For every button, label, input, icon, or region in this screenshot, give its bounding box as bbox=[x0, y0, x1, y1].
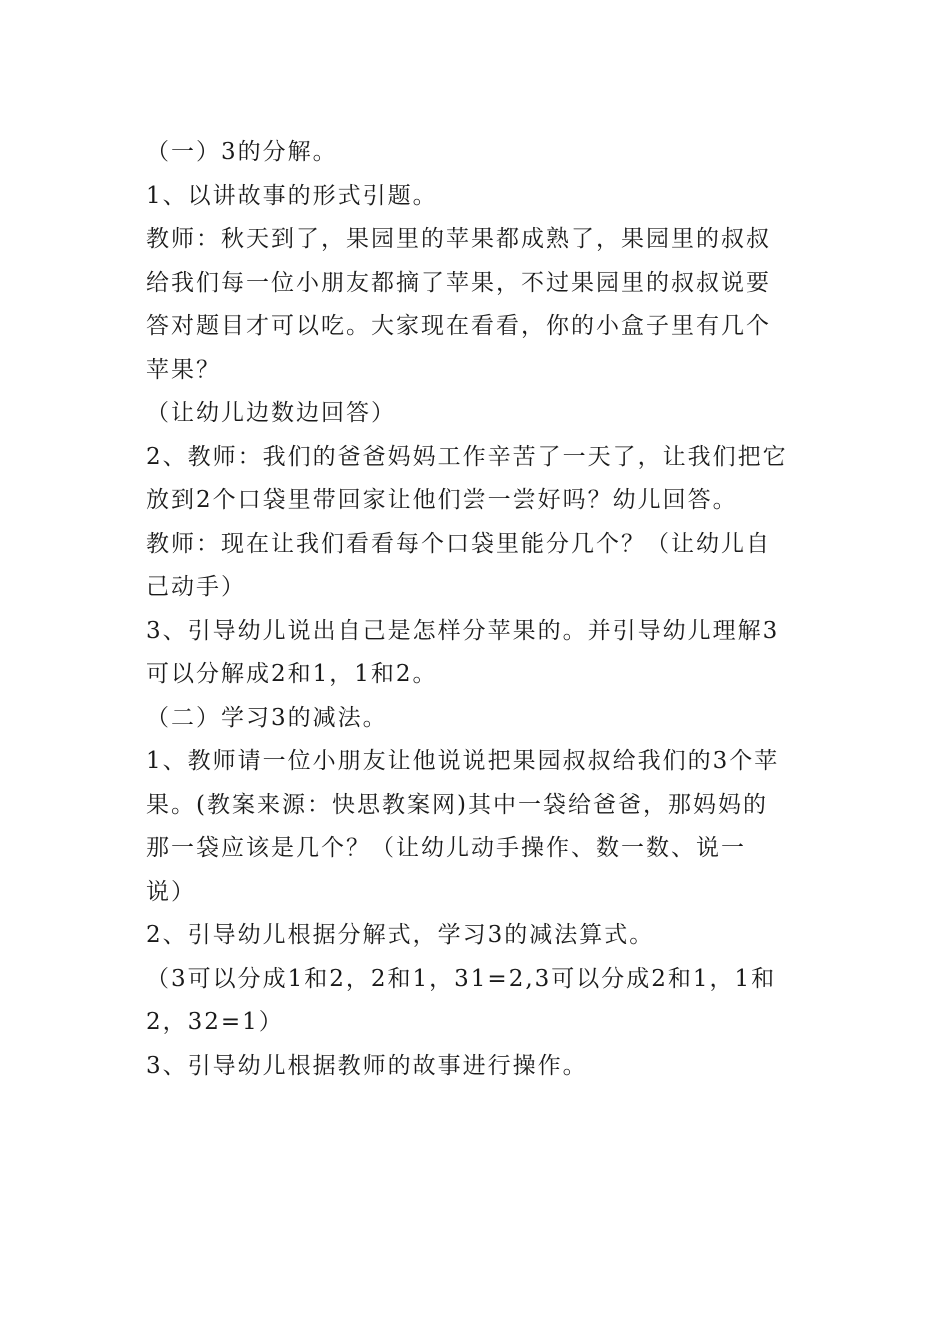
subtraction-step-1-line-1: 1、教师请一位小朋友让他说说把果园叔叔给我们的3个苹 bbox=[146, 748, 780, 774]
teacher-question-line-1: 教师：现在让我们看看每个口袋里能分几个？（让幼儿自 bbox=[146, 530, 771, 557]
subtraction-step-1-line-3: 那一袋应该是几个？（让幼儿动手操作、数一数、说一 bbox=[146, 835, 746, 861]
document-body bbox=[146, 131, 806, 1088]
section-heading-decomposition: （一）3的分解。 bbox=[146, 139, 338, 165]
teacher-line-4: 苹果？ bbox=[146, 356, 221, 383]
teacher-line-3: 答对题目才可以吃。大家现在看看，你的小盒子里有几个 bbox=[146, 313, 771, 339]
step-1-intro: 1、以讲故事的形式引题。 bbox=[146, 182, 438, 209]
formula-line-2: 2，32=1） bbox=[146, 1009, 284, 1035]
section-heading-subtraction: （二）学习3的减法。 bbox=[146, 704, 388, 731]
teacher-line-1: 教师：秋天到了，果园里的苹果都成熟了，果园里的叔叔 bbox=[146, 226, 771, 252]
step-3-line-2: 可以分解成2和1，1和2。 bbox=[146, 661, 438, 687]
subtraction-step-1-line-2: 果。(教案来源：快思教案网)其中一袋给爸爸，那妈妈的 bbox=[146, 791, 768, 818]
teacher-line-2: 给我们每一位小朋友都摘了苹果，不过果园里的叔叔说要 bbox=[146, 269, 771, 296]
subtraction-step-3: 3、引导幼儿根据教师的故事进行操作。 bbox=[146, 1052, 588, 1079]
step-2-line-1: 2、教师：我们的爸爸妈妈工作辛苦了一天了，让我们把它 bbox=[146, 443, 788, 470]
formula-line-1: （3可以分成1和2，2和1，31=2,3可以分成2和1，1和 bbox=[146, 965, 777, 992]
step-3-line-1: 3、引导幼儿说出自己是怎样分苹果的。并引导幼儿理解3 bbox=[146, 617, 780, 644]
subtraction-step-1-line-4: 说） bbox=[146, 878, 196, 905]
subtraction-step-2: 2、引导幼儿根据分解式，学习3的减法算式。 bbox=[146, 922, 655, 948]
instruction-note-1: （让幼儿边数边回答） bbox=[146, 400, 396, 426]
teacher-question-line-2: 己动手） bbox=[146, 574, 246, 600]
step-2-line-2: 放到2个口袋里带回家让他们尝一尝好吗？幼儿回答。 bbox=[146, 487, 738, 513]
